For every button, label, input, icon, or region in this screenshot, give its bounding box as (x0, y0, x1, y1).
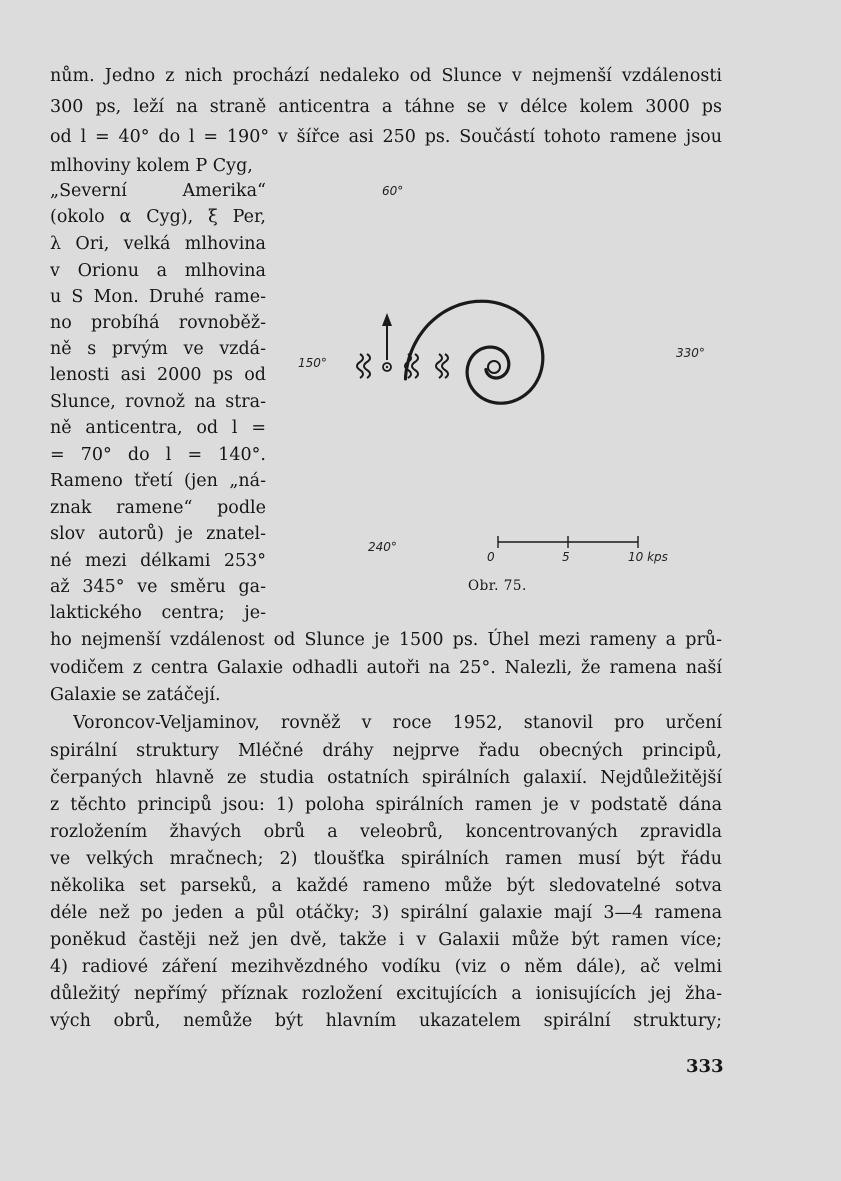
text-line: důležitý nepřímý příznak rozložení excitujících a ionisujících jej žha- (50, 984, 722, 1004)
text-line: 4) radiové záření mezihvězdného vodíku (viz o něm dále), ač velmi (50, 957, 722, 977)
text-line: né mezi délkami 253° (50, 551, 266, 571)
text-line: spirální struktury Mléčné dráhy nejprve řadu obecných principů, (50, 741, 722, 761)
scale-bar (498, 536, 638, 548)
text-line: ně anticentra, od l = (50, 418, 266, 438)
nebula-hatch-icon (357, 354, 448, 378)
angle-label-330: 330° (676, 346, 705, 360)
text-line: laktického centra; je- (50, 603, 266, 623)
text-line: vých obrů, nemůže být hlavním ukazatelem spirální struktury; (50, 1011, 722, 1031)
angle-label-60: 60° (382, 184, 404, 198)
text-line: z těchto principů jsou: 1) poloha spirálních ramen je v podstatě dána (50, 795, 722, 815)
text-line: 300 ps, leží na straně anticentra a táhne se v délce kolem 3000 ps (50, 97, 722, 117)
scale-label-0: 0 (487, 550, 495, 564)
text-line: ho nejmenší vzdálenost od Slunce je 1500 ps. Úhel mezi rameny a prů- (50, 630, 722, 650)
text-line: čerpaných hlavně ze studia ostatních spirálních galaxií. Nejdůležitější (50, 768, 722, 788)
text-line: nům. Jedno z nich prochází nedaleko od Slunce v nejmenší vzdálenosti (50, 66, 722, 86)
scale-label-5: 5 (562, 550, 570, 564)
text-line: ve velkých mračnech; 2) tloušťka spirálních ramen musí být řádu (50, 849, 722, 869)
text-line: (okolo α Cyg), ξ Per, (50, 207, 266, 227)
scale-label-10: 10 kps (628, 550, 668, 564)
text-line: déle než po jeden a půl otáčky; 3) spirální galaxie mají 3—4 ramena (50, 903, 722, 923)
center-circle (488, 361, 500, 373)
text-line: v Orionu a mlhovina (50, 261, 266, 281)
text-line: rozložením žhavých obrů a veleobrů, koncentrovaných zpravidla (50, 822, 722, 842)
text-line: poněkud častěji než jen dvě, takže i v Galaxii může být ramen více; (50, 930, 722, 950)
spiral-arm-curve (406, 301, 543, 403)
text-line: „Severní Amerika“ (50, 181, 266, 201)
spiral-arms-figure (290, 170, 730, 610)
text-line: no probíhá rovnoběž- (50, 313, 266, 333)
spiral-diagram (290, 170, 730, 610)
text-line: = 70° do l = 140°. (50, 445, 266, 465)
text-line: mlhoviny kolem P Cyg, (50, 156, 253, 176)
text-line: od l = 40° do l = 190° v šířce asi 250 ps. Součástí tohoto ramene jsou (50, 127, 722, 147)
text-line: Rameno třetí (jen „ná- (50, 471, 266, 491)
angle-label-240: 240° (368, 540, 397, 554)
text-line: lenosti asi 2000 ps od (50, 365, 266, 385)
text-line: několika set parseků, a každé rameno může být sledovatelné sotva (50, 876, 722, 896)
text-line: u S Mon. Druhé rame- (50, 287, 266, 307)
text-line: λ Ori, velká mlhovina (50, 234, 266, 254)
text-line: slov autorů) je znatel- (50, 524, 266, 544)
text-line: znak ramene“ podle (50, 498, 266, 518)
text-line: Voroncov-Veljaminov, rovněž v roce 1952, stanovil pro určení (73, 713, 722, 733)
text-line: až 345° ve směru ga- (50, 577, 266, 597)
text-line: ně s prvým ve vzdá- (50, 339, 266, 359)
angle-label-150: 150° (298, 356, 327, 370)
page-number: 333 (686, 1056, 724, 1077)
figure-caption: Obr. 75. (468, 578, 527, 594)
text-line: Slunce, rovnož na stra- (50, 392, 266, 412)
text-line: Galaxie se zatáčejí. (50, 685, 221, 705)
text-line: vodičem z centra Galaxie odhadli autoři na 25°. Nalezli, že ramena naší (50, 658, 722, 678)
